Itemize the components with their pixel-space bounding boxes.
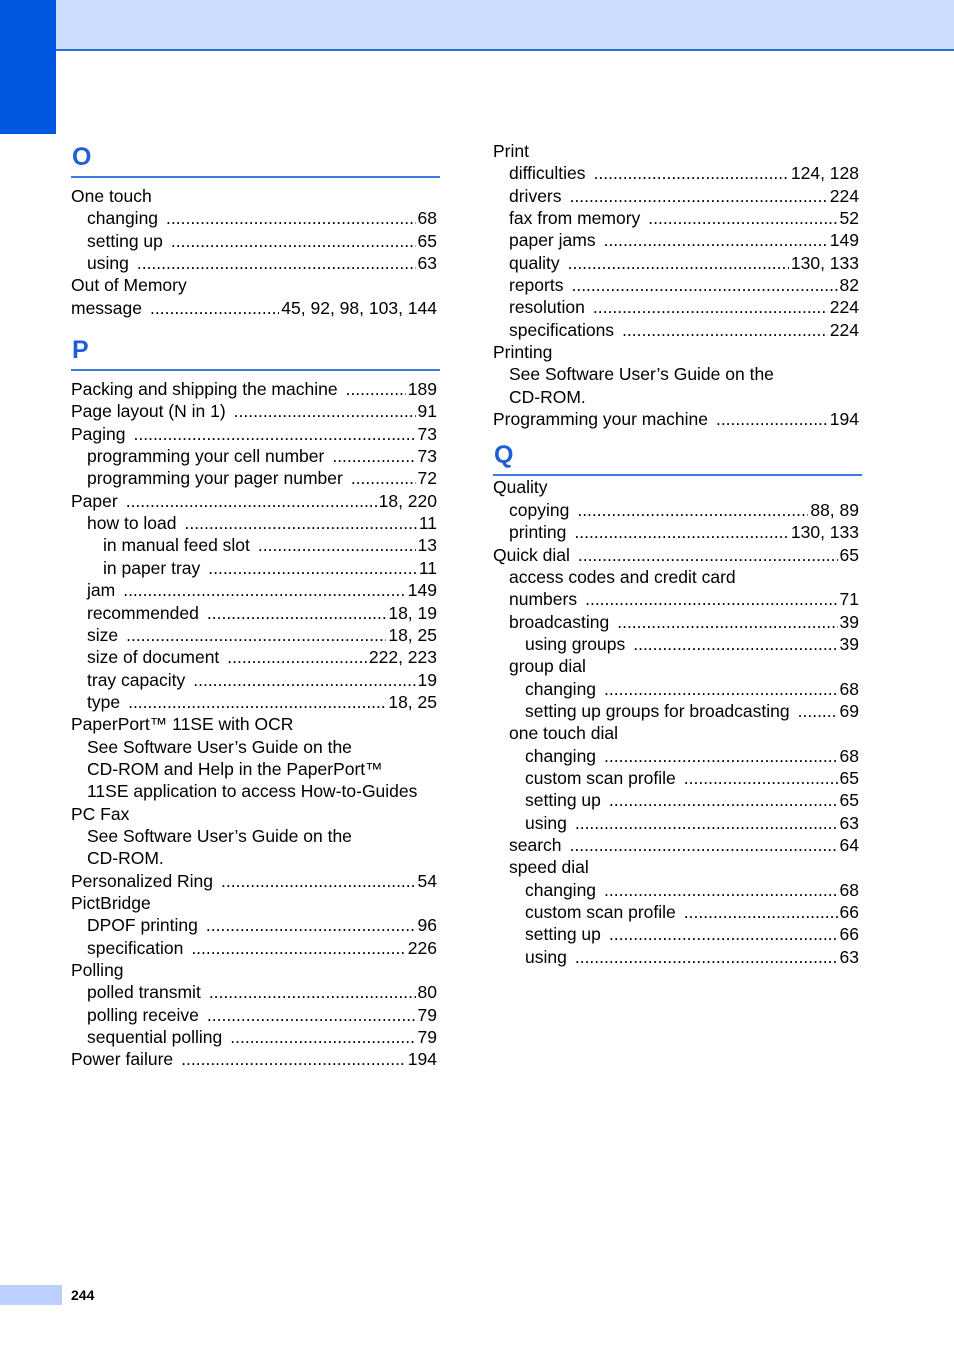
index-entry	[493, 140, 862, 162]
entry-term: size	[87, 624, 119, 645]
entry-page-ref: 69	[839, 700, 859, 721]
index-entry	[493, 274, 862, 296]
entry-page-ref: 65	[839, 544, 859, 565]
dot-leader	[609, 923, 838, 945]
entry-term: numbers	[509, 589, 578, 610]
index-entry	[71, 959, 440, 981]
entry-page-ref: 130, 133	[790, 252, 859, 273]
entry-page-ref: 45, 92, 98, 103, 144	[281, 297, 437, 318]
dot-leader	[604, 678, 837, 700]
index-entry	[71, 185, 440, 207]
index-entry	[71, 669, 440, 691]
entry-term: Paper	[71, 490, 118, 511]
index-entry	[493, 588, 862, 610]
dot-leader	[191, 937, 405, 959]
index-entry	[493, 678, 862, 700]
dot-leader	[684, 901, 838, 923]
index-column-right	[493, 140, 862, 968]
entry-term: Polling	[71, 960, 124, 980]
entry-page-ref: 65	[417, 230, 437, 251]
entry-page-ref: 79	[417, 1027, 437, 1048]
entry-term: CD-ROM and Help in the PaperPort™	[87, 758, 383, 779]
dot-leader	[227, 646, 367, 668]
entry-term: printing	[509, 522, 567, 543]
index-entry	[71, 646, 440, 668]
entry-term: using	[525, 812, 567, 833]
index-entry	[71, 467, 440, 489]
entry-page-ref: 124, 128	[790, 163, 859, 184]
dot-leader	[230, 1026, 415, 1048]
entry-term: changing	[525, 879, 597, 900]
index-entry	[71, 252, 440, 274]
index-entry	[493, 207, 862, 229]
dot-leader	[126, 624, 386, 646]
entry-term: paper jams	[509, 230, 596, 251]
index-entry	[71, 445, 440, 467]
entry-term: changing	[525, 678, 597, 699]
entry-term: Out of Memory	[71, 275, 187, 296]
entry-term: Page layout (N in 1)	[71, 401, 226, 422]
entry-page-ref: 88, 89	[810, 499, 859, 520]
index-entry	[71, 981, 440, 1003]
section-spacer	[71, 319, 440, 333]
entry-page-ref: 11	[418, 513, 437, 534]
entry-term: how to load	[87, 513, 177, 534]
entry-term: Quick dial	[493, 544, 570, 565]
entry-page-ref: 54	[417, 870, 437, 891]
entry-term: jam	[87, 580, 116, 601]
entry-page-ref: 130, 133	[790, 522, 859, 543]
entry-term: access codes and credit card	[509, 566, 736, 587]
dot-leader	[594, 162, 789, 184]
index-entry	[71, 579, 440, 601]
chapter-tab	[0, 0, 56, 134]
index-entry	[493, 341, 862, 363]
index-entry	[71, 870, 440, 892]
index-entry	[71, 691, 440, 713]
entry-term: PictBridge	[71, 892, 151, 913]
entry-term: reports	[509, 275, 564, 296]
index-entry	[493, 544, 862, 566]
entry-term: recommended	[87, 602, 199, 623]
entry-term: Print	[493, 141, 529, 161]
index-entry	[493, 566, 862, 588]
entry-page-ref: 71	[839, 589, 859, 610]
entry-page-ref: 149	[829, 230, 859, 251]
entry-term: Paging	[71, 423, 126, 444]
entry-term: Packing and shipping the machine	[71, 379, 338, 400]
entry-page-ref: 64	[839, 834, 859, 855]
index-entry	[71, 230, 440, 252]
entry-page-ref: 52	[839, 208, 859, 229]
dot-leader	[207, 602, 386, 624]
entry-page-ref: 91	[417, 401, 437, 422]
dot-leader	[134, 423, 416, 445]
entry-page-ref: 68	[839, 745, 859, 766]
dot-leader	[206, 914, 416, 936]
index-entry	[71, 1026, 440, 1048]
entry-page-ref: 73	[417, 446, 437, 467]
entry-page-ref: 39	[839, 633, 859, 654]
dot-leader	[716, 408, 828, 430]
entry-page-ref: 66	[839, 924, 859, 945]
index-entry	[493, 229, 862, 251]
index-entry	[71, 490, 440, 512]
entry-term: tray capacity	[87, 669, 186, 690]
entry-term: Quality	[493, 477, 548, 498]
dot-leader	[633, 633, 837, 655]
index-entry	[493, 521, 862, 543]
entry-term: using	[525, 946, 567, 967]
entry-page-ref: 66	[839, 902, 859, 922]
index-entry	[493, 856, 862, 878]
index-entry	[493, 499, 862, 521]
entry-term: setting up	[87, 230, 163, 251]
entry-page-ref: 73	[417, 423, 437, 444]
index-entry	[493, 901, 862, 923]
index-entry	[493, 834, 862, 856]
dot-leader	[568, 252, 789, 274]
dot-leader	[585, 588, 837, 610]
dot-leader	[593, 296, 828, 318]
index-entry	[71, 400, 440, 422]
entry-page-ref: 19	[417, 669, 437, 690]
entry-term: group dial	[509, 656, 586, 677]
entry-page-ref: 63	[417, 253, 437, 274]
index-entry	[71, 713, 440, 735]
dot-leader	[575, 946, 838, 968]
index-entry-list	[71, 178, 440, 319]
entry-term: in paper tray	[103, 557, 201, 578]
section-letter: O	[71, 140, 440, 178]
dot-leader	[171, 230, 416, 252]
dot-leader	[570, 185, 828, 207]
index-entry	[493, 252, 862, 274]
index-entry	[493, 923, 862, 945]
entry-term: Power failure	[71, 1049, 174, 1070]
index-entry	[493, 319, 862, 341]
dot-leader	[617, 611, 837, 633]
entry-page-ref: 79	[417, 1004, 437, 1025]
dot-leader	[208, 557, 417, 579]
dot-leader	[648, 207, 837, 229]
entry-term: CD-ROM.	[509, 386, 586, 407]
section-spacer	[493, 430, 862, 438]
entry-term: DPOF printing	[87, 915, 198, 936]
index-entry	[493, 767, 862, 789]
dot-leader	[604, 229, 828, 251]
index-entry	[71, 780, 440, 802]
entry-page-ref: 13	[417, 535, 437, 556]
index-entry	[71, 624, 440, 646]
index-entry	[493, 700, 862, 722]
page-number: 244	[71, 1287, 95, 1303]
index-entry-list	[71, 371, 440, 1071]
dot-leader	[221, 870, 416, 892]
dot-leader	[137, 252, 416, 274]
index-column-left	[71, 140, 440, 1071]
entry-page-ref: 226	[407, 937, 437, 958]
entry-page-ref: 11	[418, 557, 437, 578]
index-entry	[493, 722, 862, 744]
entry-term: polling receive	[87, 1004, 199, 1025]
index-entry	[493, 476, 862, 498]
dot-leader	[209, 981, 416, 1003]
index-entry	[71, 378, 440, 400]
entry-term: using groups	[525, 633, 626, 654]
entry-term: CD-ROM.	[87, 848, 164, 869]
entry-term: See Software User’s Guide on the	[87, 825, 352, 846]
dot-leader	[166, 207, 415, 229]
entry-page-ref: 18, 19	[388, 602, 437, 623]
dot-leader	[181, 1048, 406, 1070]
dot-leader	[126, 490, 377, 512]
entry-page-ref: 63	[839, 812, 859, 833]
entry-term: in manual feed slot	[103, 535, 250, 556]
section-letter: Q	[493, 438, 862, 476]
header-band	[0, 0, 954, 51]
entry-term: Printing	[493, 342, 553, 363]
entry-term: size of document	[87, 647, 220, 668]
entry-term: copying	[509, 499, 570, 520]
index-entry	[71, 892, 440, 914]
entry-term: broadcasting	[509, 611, 610, 632]
dot-leader	[684, 767, 838, 789]
entry-term: custom scan profile	[525, 767, 676, 788]
entry-term: difficulties	[509, 163, 586, 184]
entry-term: speed dial	[509, 857, 589, 878]
index-entry	[493, 879, 862, 901]
entry-term: programming your cell number	[87, 446, 325, 467]
entry-term: changing	[525, 745, 597, 766]
entry-term: See Software User’s Guide on the	[509, 364, 774, 385]
dot-leader	[577, 499, 808, 521]
index-entry	[71, 914, 440, 936]
dot-leader	[346, 378, 406, 400]
dot-leader	[604, 879, 837, 901]
index-entry	[71, 1048, 440, 1070]
dot-leader	[332, 445, 415, 467]
dot-leader	[622, 319, 828, 341]
index-entry	[71, 847, 440, 869]
dot-leader	[207, 1004, 416, 1026]
entry-term: changing	[87, 208, 159, 229]
entry-term: polled transmit	[87, 982, 201, 1003]
entry-term: fax from memory	[509, 208, 641, 229]
index-entry	[71, 736, 440, 758]
dot-leader	[571, 274, 837, 296]
index-entry	[493, 185, 862, 207]
dot-leader	[234, 400, 416, 422]
dot-leader	[574, 521, 788, 543]
entry-page-ref: 68	[839, 879, 859, 900]
index-entry	[493, 386, 862, 408]
index-entry	[71, 602, 440, 624]
entry-page-ref: 224	[829, 297, 859, 318]
entry-page-ref: 222, 223	[368, 647, 437, 668]
entry-page-ref: 18, 220	[378, 490, 437, 511]
index-entry	[493, 745, 862, 767]
dot-leader	[604, 745, 837, 767]
index-entry-list	[493, 140, 862, 430]
entry-term: using	[87, 253, 129, 274]
entry-term: resolution	[509, 297, 585, 318]
entry-term: setting up	[525, 924, 601, 945]
index-entry	[493, 408, 862, 430]
entry-page-ref: 39	[839, 611, 859, 632]
index-entry	[71, 937, 440, 959]
index-entry	[71, 803, 440, 825]
index-entry	[493, 655, 862, 677]
index-entry	[493, 633, 862, 655]
entry-page-ref: 68	[839, 678, 859, 699]
footer-tab	[0, 1285, 62, 1305]
entry-page-ref: 18, 25	[388, 624, 437, 645]
dot-leader	[258, 534, 416, 556]
entry-page-ref: 194	[407, 1049, 437, 1070]
index-entry	[71, 512, 440, 534]
dot-leader	[798, 700, 838, 722]
entry-page-ref: 194	[829, 409, 859, 430]
entry-term: PaperPort™ 11SE with OCR	[71, 714, 294, 735]
entry-page-ref: 149	[407, 580, 437, 601]
entry-term: one touch dial	[509, 723, 618, 744]
entry-term: specifications	[509, 319, 615, 340]
index-entry	[493, 363, 862, 385]
index-entry-list	[493, 476, 862, 968]
entry-page-ref: 68	[417, 208, 437, 229]
entry-term: search	[509, 834, 562, 855]
index-entry	[71, 423, 440, 445]
dot-leader	[185, 512, 417, 534]
entry-term: type	[87, 691, 121, 712]
dot-leader	[123, 579, 406, 601]
dot-leader	[609, 789, 838, 811]
section-letter: P	[71, 333, 440, 371]
index-entry	[493, 812, 862, 834]
entry-page-ref: 96	[417, 915, 437, 936]
dot-leader	[575, 812, 838, 834]
entry-term: One touch	[71, 186, 152, 206]
entry-page-ref: 189	[407, 379, 437, 400]
dot-leader	[351, 467, 416, 489]
index-entry	[71, 557, 440, 579]
entry-term: custom scan profile	[525, 902, 676, 922]
entry-page-ref: 82	[839, 275, 859, 296]
entry-term: specification	[87, 937, 184, 958]
entry-page-ref: 224	[829, 185, 859, 206]
entry-term: setting up	[525, 790, 601, 811]
dot-leader	[578, 544, 838, 566]
entry-term: Programming your machine	[493, 409, 708, 430]
entry-term: setting up groups for broadcasting	[525, 700, 790, 721]
entry-term: Personalized Ring	[71, 870, 214, 891]
index-entry	[493, 789, 862, 811]
index-entry	[71, 534, 440, 556]
entry-page-ref: 63	[839, 946, 859, 967]
dot-leader	[128, 691, 386, 713]
entry-term: quality	[509, 252, 560, 273]
index-entry	[493, 611, 862, 633]
dot-leader	[570, 834, 838, 856]
index-entry	[71, 207, 440, 229]
index-entry	[493, 946, 862, 968]
dot-leader	[193, 669, 415, 691]
entry-page-ref: 18, 25	[388, 691, 437, 712]
entry-page-ref: 72	[417, 468, 437, 489]
entry-page-ref: 80	[417, 982, 437, 1003]
entry-page-ref: 65	[839, 790, 859, 811]
entry-term: 11SE application to access How-to-Guides	[87, 781, 418, 802]
entry-term: sequential polling	[87, 1027, 223, 1048]
entry-term: drivers	[509, 185, 562, 206]
index-entry	[71, 1004, 440, 1026]
entry-term: PC Fax	[71, 803, 130, 824]
index-entry	[71, 274, 440, 296]
entry-page-ref: 224	[829, 319, 859, 340]
dot-leader	[150, 297, 279, 319]
index-entry	[71, 297, 440, 319]
index-entry	[493, 162, 862, 184]
entry-page-ref: 65	[839, 767, 859, 788]
index-entry	[71, 758, 440, 780]
entry-term: message	[71, 297, 143, 318]
entry-term: See Software User’s Guide on the	[87, 736, 352, 757]
index-entry	[493, 296, 862, 318]
entry-term: programming your pager number	[87, 468, 343, 489]
index-entry	[71, 825, 440, 847]
